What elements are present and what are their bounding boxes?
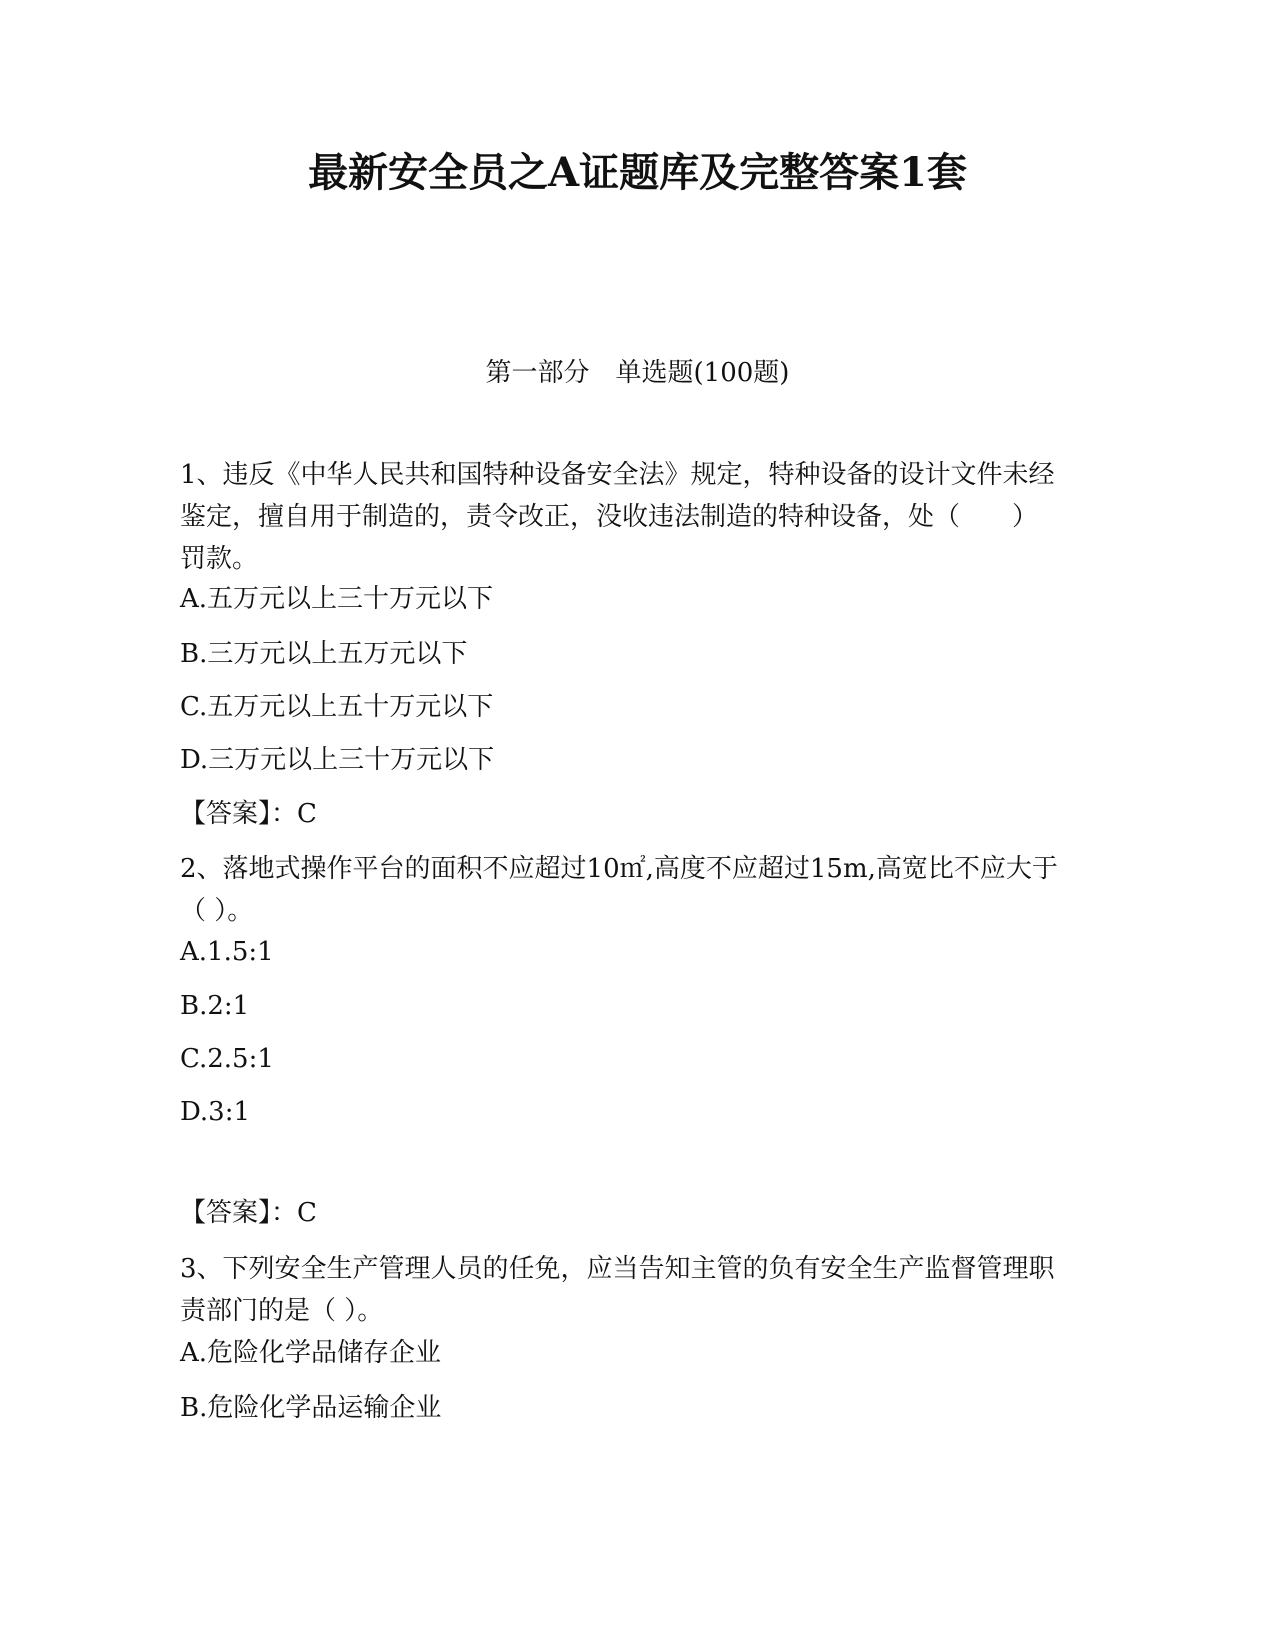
question-2-option-d: D.3:1 [180,1097,251,1127]
question-1-option-c: C.五万元以上五十万元以下 [180,692,494,722]
question-2-option-a: A.1.5:1 [180,937,274,967]
question-1-option-a: A.五万元以上三十万元以下 [180,584,494,614]
question-2-option-b: B.2:1 [180,991,250,1021]
question-2-answer: 【答案】：C [180,1198,317,1228]
question-3-option-a: A.危险化学品储存企业 [180,1338,442,1368]
question-2-option-c: C.2.5:1 [180,1044,274,1074]
question-1-answer: 【答案】：C [180,799,317,829]
section-title: 第一部分 单选题(100题) [485,358,790,388]
question-stem-2: 2、落地式操作平台的面积不应超过10㎡,高度不应超过15m,高宽比不应大于（ ）。 [180,854,1058,926]
question-stem-1: 1、违反《中华人民共和国特种设备安全法》规定，特种设备的设计文件未经鉴定，擅自用于制造的，责令改正，没收违法制造的特种设备，处（ ）罚款。 [180,460,1055,574]
question-stem-3: 3、下列安全生产管理人员的任免，应当告知主管的负有安全生产监督管理职责部门的是（ ）。 [180,1254,1055,1326]
question-3-option-b: B.危险化学品运输企业 [180,1393,442,1423]
document-title: 最新安全员之A证题库及完整答案1套 [308,149,967,196]
question-1-option-b: B.三万元以上五万元以下 [180,639,468,669]
question-1-option-d: D.三万元以上三十万元以下 [180,745,495,775]
